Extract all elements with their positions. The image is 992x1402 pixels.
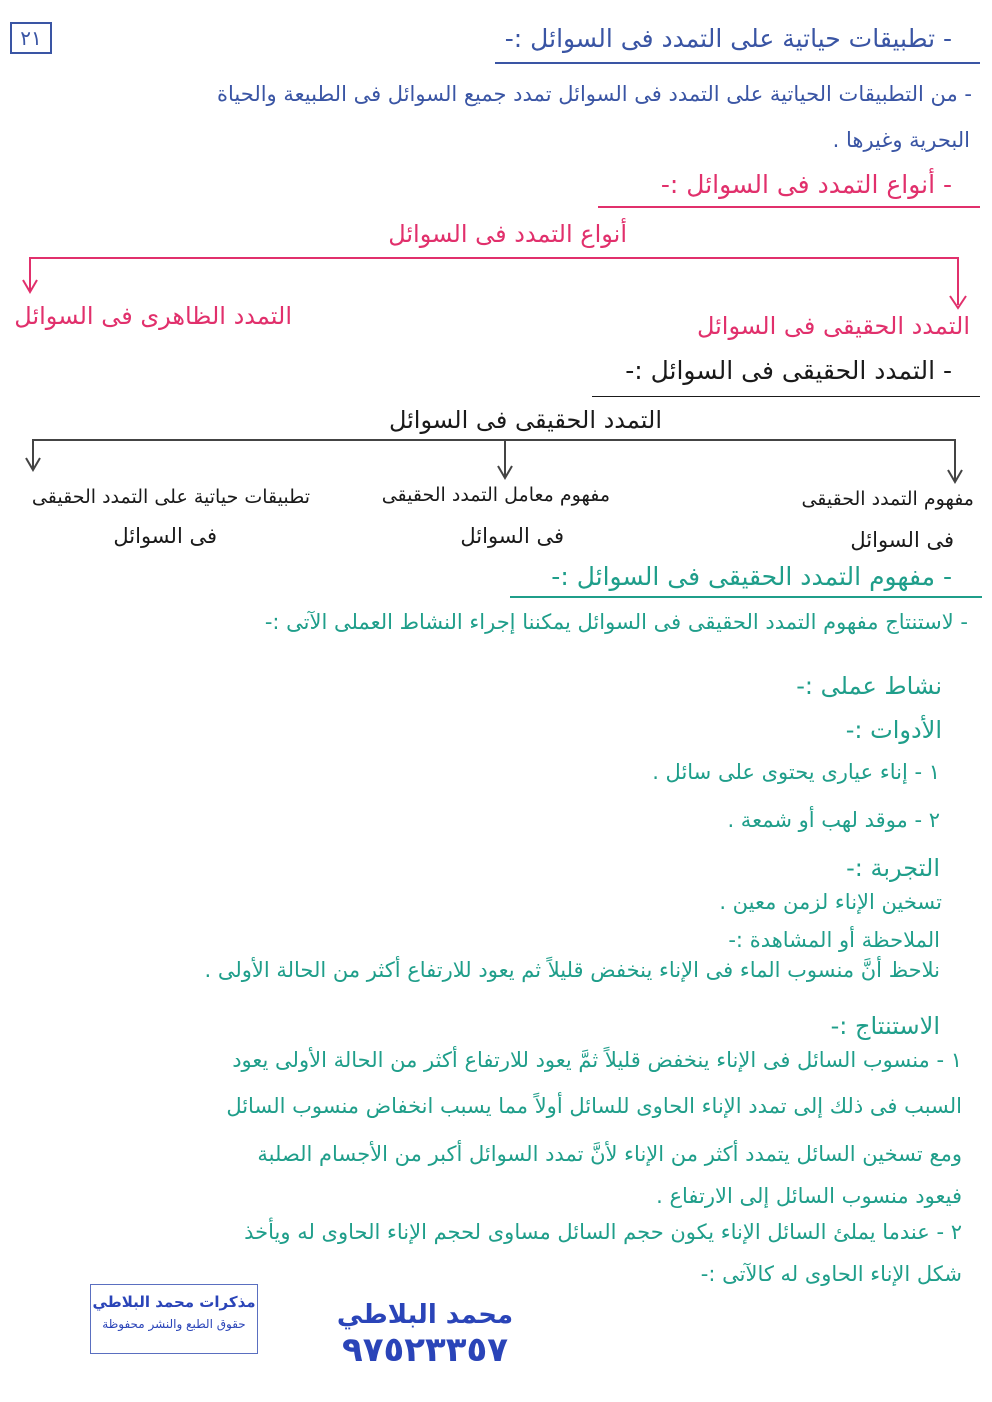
section4-heading: - مفهوم التمدد الحقيقى فى السوائل :- — [551, 562, 952, 591]
author-name: محمد البلاطي — [336, 1300, 514, 1330]
diagram2-root: التمدد الحقيقى فى السوائل — [388, 406, 662, 434]
diagram2-branch-applications-l2: فى السوائل — [113, 524, 217, 548]
diagram1-root: أنواع التمدد فى السوائل — [388, 220, 627, 248]
diagram1-branch-apparent: التمدد الظاهرى فى السوائل — [14, 302, 292, 330]
tools-label: الأدوات :- — [845, 716, 942, 744]
diagram1-arrows — [23, 258, 966, 308]
stamp-line2: حقوق الطبع والنشر محفوظة — [102, 1317, 246, 1331]
diagram2-branch-concept-l1: مفهوم التمدد الحقيقى — [801, 488, 974, 510]
experiment-text: تسخين الإناء لزمن معين . — [719, 890, 942, 914]
diagram1-branch-real: التمدد الحقيقى فى السوائل — [696, 312, 970, 340]
diagram2-branch-concept-l2: فى السوائل — [850, 528, 954, 552]
section1-body-line2: البحرية وغيرها . — [832, 128, 970, 152]
page-number: ٢١ — [10, 22, 52, 54]
section1-body-line1: - من التطبيقات الحياتية على التمدد فى السوائل تمدد جميع السوائل فى الطبيعة والحياة — [217, 82, 972, 106]
author-phone: ٩٧٥٢٣٣٥٧ — [341, 1330, 508, 1370]
section1-heading: - تطبيقات حياتية على التمدد فى السوائل :- — [504, 24, 952, 53]
conclusion-line: فيعود منسوب السائل إلى الارتفاع . — [656, 1184, 962, 1208]
copyright-stamp — [90, 1284, 258, 1354]
diagram2-bracket — [33, 440, 955, 482]
diagram2-arrows — [26, 440, 962, 482]
experiment-label: التجربة :- — [846, 854, 940, 882]
stamp-line1: مذكرات محمد البلاطي — [92, 1293, 256, 1311]
conclusion-line: شكل الإناء الحاوى له كالآتى :- — [700, 1262, 962, 1286]
author-signature — [330, 1300, 520, 1370]
conclusion-line: ٢ - عندما يملئ السائل الإناء يكون حجم السائل مساوى لحجم الإناء الحاوى له ويأخذ — [244, 1220, 962, 1244]
section4-heading-underline — [510, 596, 982, 598]
tool-item-1: ١ - إناء عيارى يحتوى على سائل . — [652, 760, 940, 784]
section2-heading: - أنواع التمدد فى السوائل :- — [660, 170, 952, 199]
conclusion-line: السبب فى ذلك إلى تمدد الإناء الحاوى للسائل أولاً مما يسبب انخفاض منسوب السائل — [226, 1094, 962, 1118]
diagram2-branch-applications-l1: تطبيقات حياتية على التمدد الحقيقى — [31, 486, 310, 508]
observation-text: نلاحظ أنَّ منسوب الماء فى الإناء ينخفض قليلاً ثم يعود للارتفاع أكثر من الحالة الأولى . — [204, 958, 940, 982]
tool-item-2: ٢ - موقد لهب أو شمعة . — [727, 808, 940, 832]
conclusion-line: ١ - منسوب السائل فى الإناء ينخفض قليلاً ثمَّ يعود للارتفاع أكثر من الحالة الأولى يعود — [232, 1048, 962, 1072]
conclusion-label: الاستنتاج :- — [830, 1012, 940, 1040]
diagram1-bracket — [30, 258, 958, 305]
diagram2-branch-coefficient-l2: فى السوائل — [460, 524, 564, 548]
conclusion-line: ومع تسخين السائل يتمدد أكثر من الإناء لأنَّ تمدد السوائل أكبر من الأجسام الصلبة — [257, 1142, 962, 1166]
section4-intro: - لاستنتاج مفهوم التمدد الحقيقى فى السوائل يمكننا إجراء النشاط العملى الآتى :- — [264, 610, 968, 634]
diagram2-branch-coefficient-l1: مفهوم معامل التمدد الحقيقى — [381, 484, 610, 506]
section3-heading: - التمدد الحقيقى فى السوائل :- — [625, 356, 952, 385]
activity-label: نشاط عملى :- — [796, 672, 942, 700]
observation-label: الملاحظة أو المشاهدة :- — [728, 928, 940, 952]
